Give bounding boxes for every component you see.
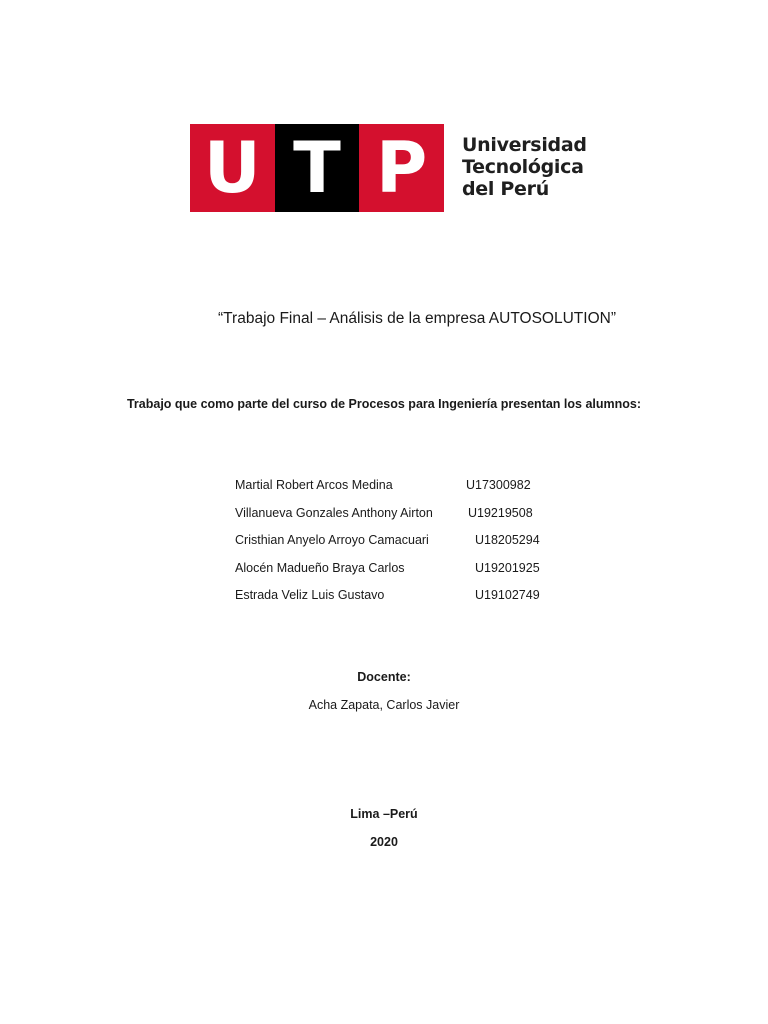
student-name: Alocén Madueño Braya Carlos xyxy=(235,560,405,575)
student-name: Estrada Veliz Luis Gustavo xyxy=(235,588,385,602)
logo-letter-u: U xyxy=(190,124,275,212)
student-list xyxy=(235,478,540,616)
intro-text: Trabajo que como parte del curso de Procesos para Ingeniería presentan los alumnos: xyxy=(126,397,642,411)
student-id: U19219508 xyxy=(468,505,533,520)
student-row xyxy=(235,505,533,534)
student-row xyxy=(235,588,540,616)
teacher-label: Docente: xyxy=(357,670,411,684)
university-line-3: del Perú xyxy=(462,178,549,200)
university-name xyxy=(462,134,587,200)
student-row xyxy=(235,478,531,506)
university-line-1: Universidad xyxy=(462,134,587,156)
student-id: U18205294 xyxy=(475,533,540,547)
utp-logo xyxy=(190,124,444,212)
student-row xyxy=(235,533,540,561)
university-line-2: Tecnológica xyxy=(462,156,584,178)
student-name: Martial Robert Arcos Medina xyxy=(235,478,393,492)
teacher-name: Acha Zapata, Carlos Javier xyxy=(308,698,460,712)
location: Lima –Perú xyxy=(350,807,418,821)
student-name: Villanueva Gonzales Anthony Airton xyxy=(235,505,433,520)
student-name: Cristhian Anyelo Arroyo Camacuari xyxy=(235,533,429,547)
logo-letter-t: T xyxy=(275,124,360,212)
logo-letter-p: P xyxy=(359,124,444,212)
student-id: U17300982 xyxy=(466,478,531,492)
year: 2020 xyxy=(370,835,398,849)
student-id: U19102749 xyxy=(475,588,540,602)
student-row xyxy=(235,560,540,589)
student-id: U19201925 xyxy=(475,560,540,575)
document-title: “Trabajo Final – Análisis de la empresa AUTOSOLUTION” xyxy=(218,310,616,327)
